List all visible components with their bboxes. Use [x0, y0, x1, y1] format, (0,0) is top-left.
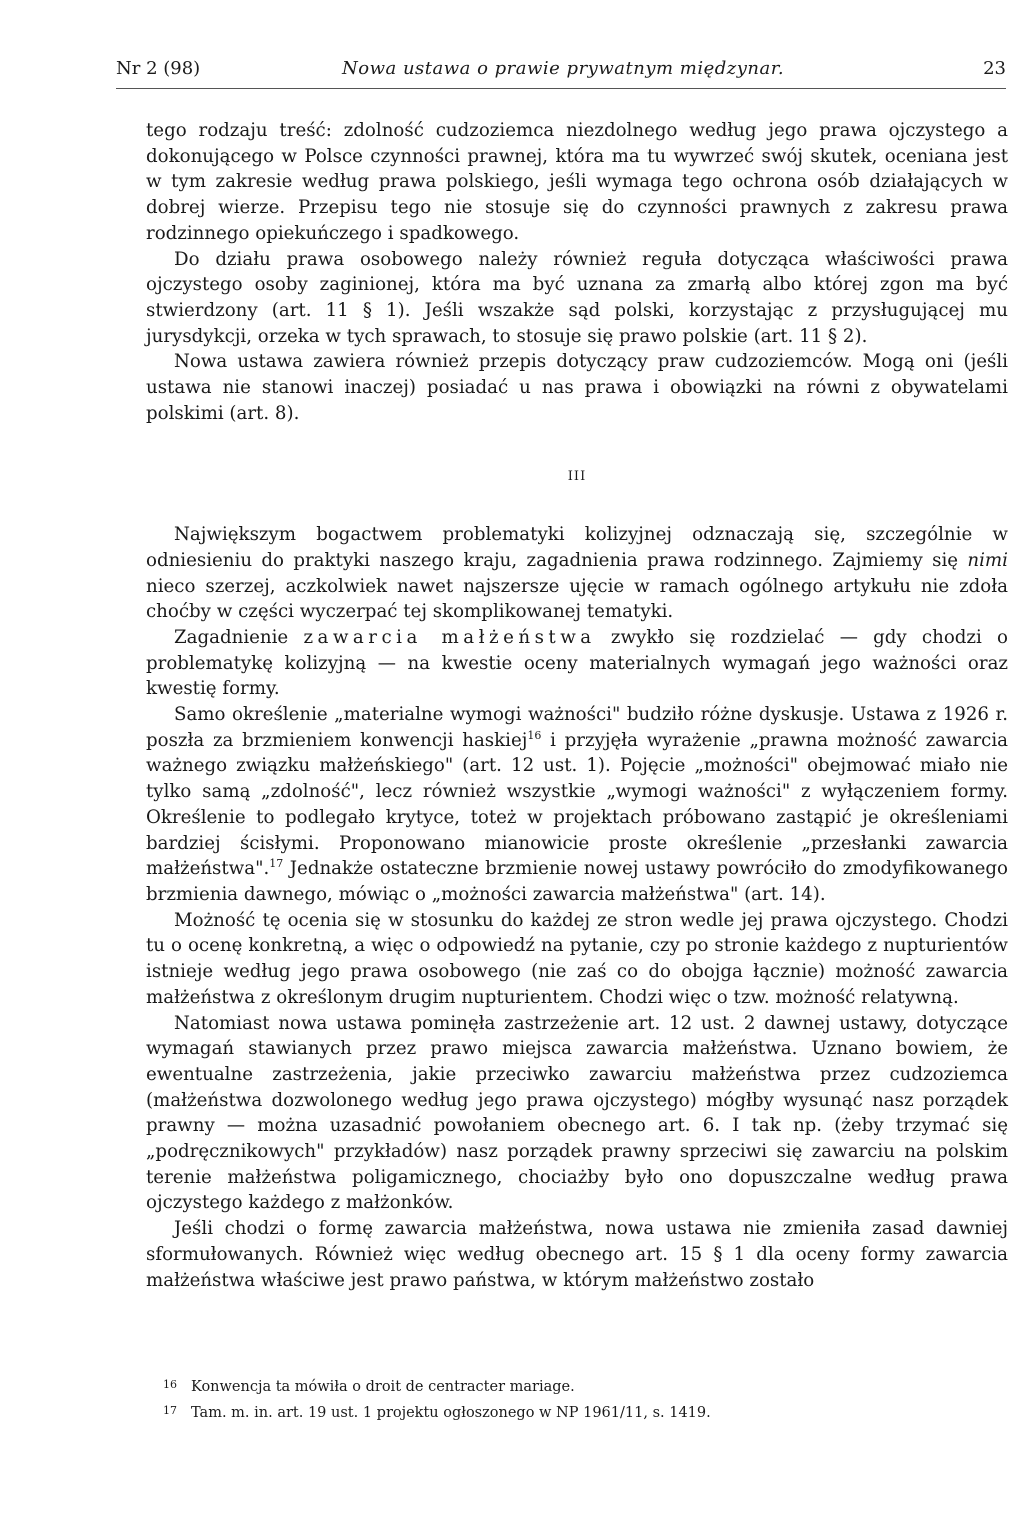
- section-heading: III: [567, 469, 587, 485]
- text-run: zwykło się rozdzielać — gdy chodzi o problematykę kolizyjną — na kwestie oceny materialnych wymagań jego ważności oraz kwestię formy.: [146, 626, 1008, 700]
- footnote: [163, 1378, 575, 1395]
- header-rule: [116, 88, 1006, 89]
- issue-number: Nr 2 (98): [116, 58, 201, 79]
- text-run: Jednakże ostateczne brzmienie nowej ustawy powróciło do zmodyfikowanego brzmienia dawnego, mówiąc o „możności zawarcia małżeństwa" (art. 14).: [146, 858, 1008, 905]
- running-header: [116, 58, 1006, 88]
- text-run: Największym bogactwem problematyki kolizyjnej odznaczają się, szczególnie w odniesieniu do praktyki naszego kraju, zagadnienia prawa rodzinnego. Zajmiemy się: [146, 524, 1008, 571]
- text-run: Samo określenie „materialne wymogi ważności" budziło różne dyskusje. Ustawa z 1926 r. poszła za brzmieniem konwencji haskiej: [146, 704, 1008, 751]
- page-number: 23: [983, 58, 1006, 79]
- text-run: Zagadnienie: [174, 626, 304, 648]
- footnote-text: Tam. m. in. art. 19 ust. 1 projektu ogłoszonego w NP 1961/11, s. 1419.: [191, 1405, 711, 1421]
- spaced-emphasis: zawarcia małżeństwa: [303, 626, 596, 648]
- paragraph: tego rodzaju treść: zdolność cudzoziemca niezdolnego według jego prawa ojczystego a dokonującego w Polsce czynności prawnej, która ma tu wywrzeć swój skutek, oceniana jest w tym zakresie według prawa polskiego, jeśli wymaga tego ochrona osób działających w dobrej wierze. Przepisu tego nie stosuje się do czynności prawnych z zakresu prawa rodzinnego opiekuńczego i spadkowego.: [146, 120, 1008, 244]
- footnote: [163, 1404, 711, 1421]
- paragraph: Jeśli chodzi o formę zawarcia małżeństwa, nowa ustawa nie zmieniła zasad dawniej sformułowanych. Również więc według obecnego art. 15 § 1 dla oceny formy zawarcia małżeństwa właściwe jest prawo państwa, w którym małżeństwo zostało: [146, 1218, 1008, 1291]
- footnote-ref: 16: [527, 728, 542, 742]
- footnote-number: 16: [163, 1378, 177, 1391]
- paragraph: [146, 625, 1008, 702]
- paragraph: [146, 522, 1008, 625]
- paragraph: Nowa ustawa zawiera również przepis dotyczący praw cudzoziemców. Mogą oni (jeśli ustawa nie stanowi inaczej) posiadać u nas prawa i obowiązki na równi z obywatelami polskimi (art. 8).: [146, 351, 1008, 424]
- footnote-number: 17: [163, 1404, 177, 1417]
- text-run: i przyjęła wyrażenie „prawna możność zawarcia ważnego związku małżeńskiego" (art. 12 ust. 1). Pojęcie „możności" obejmować miało nie tylko samą „zdolność", lecz również wszystkie „wymogi ważności" z wyłączeniem formy. Określenie to podlegało krytyce, toteż w projektach próbowano zastąpić je określeniami bardziej ścisłymi. Proponowano mianowicie proste określenie „przesłanki zawarcia małżeństwa".: [146, 729, 1008, 880]
- footnote-ref: 17: [269, 857, 284, 871]
- paragraph: Możność tę ocenia się w stosunku do każdej ze stron wedle jej prawa ojczystego. Chodzi tu o ocenę konkretną, a więc o odpowiedź na pytanie, czy po stronie każdego z nupturientów istnieje według jego prawa osobowego (nie zaś co do obojga łącznie) możność zawarcia małżeństwa z określonym drugim nupturientem. Chodzi więc o tzw. możność relatywną.: [146, 909, 1008, 1008]
- article-body: [146, 118, 1008, 1293]
- paragraph: Do działu prawa osobowego należy również reguła dotycząca właściwości prawa ojczystego osoby zaginionej, która ma być uznana za zmarłą albo której zgon ma być stwierdzony (art. 11 § 1). Jeśli wszakże sąd polski, korzystając z przysługującej mu jurysdykcji, orzeka w tych sprawach, to stosuje się prawo polskie (art. 11 § 2).: [146, 248, 1008, 347]
- paragraph: [146, 702, 1008, 908]
- italic-text: nimi: [967, 549, 1008, 571]
- running-title: Nowa ustawa o prawie prywatnym międzynar.: [342, 58, 785, 79]
- text-run: nieco szerzej, aczkolwiek nawet najszersze ujęcie w ramach ogólnego artykułu nie zdoła choćby w części wyczerpać tej skomplikowanej tematyki.: [146, 575, 1008, 623]
- footnote-text: Konwencja ta mówiła o droit de centracter mariage.: [191, 1379, 575, 1395]
- paragraph: Natomiast nowa ustawa pominęła zastrzeżenie art. 12 ust. 2 dawnej ustawy, dotyczące wymagań stawianych przez prawo miejsca zawarcia małżeństwa. Uznano bowiem, że ewentualne zastrzeżenia, jakie przeciwko zawarciu małżeństwa przez cudzoziemca (małżeństwa dozwolonego według jego prawa ojczystego) mógłby wysunąć nasz porządek prawny — można uzasadnić powołaniem obecnego art. 6. I tak np. (żeby trzymać się „podręcznikowych" przykładów) nasz porządek prawny sprzeciwi się zawarciu na polskim terenie małżeństwa poligamicznego, chociażby było ono dopuszczalne według prawa ojczystego każdego z małżonków.: [146, 1012, 1008, 1214]
